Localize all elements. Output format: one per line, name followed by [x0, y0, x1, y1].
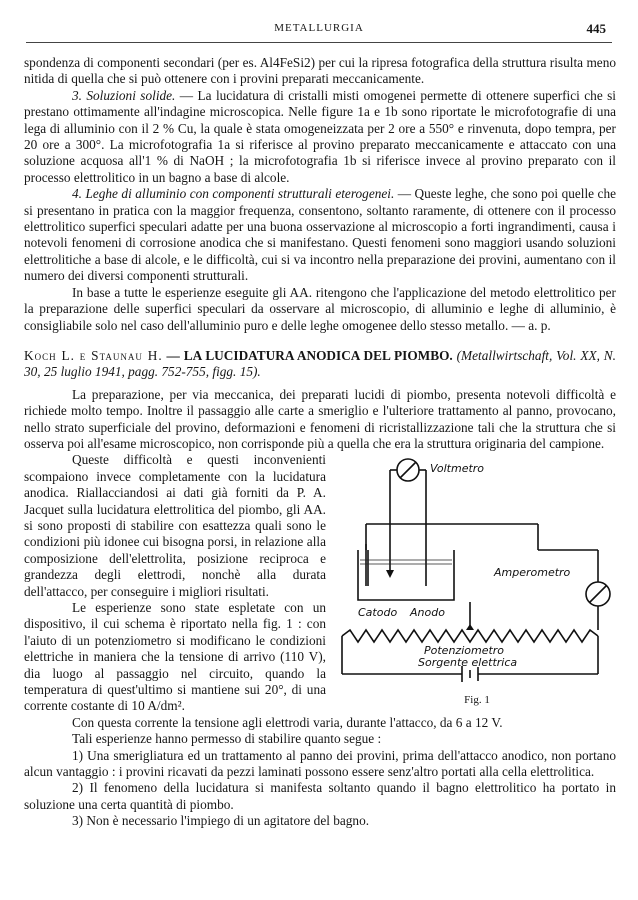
page-header: [26, 22, 612, 38]
article-paragraph-5: Tali esperienze hanno permesso di stabilire quanto segue :: [72, 731, 382, 747]
page-body: [24, 55, 616, 830]
voltmeter-label: Voltmetro: [430, 462, 485, 476]
figure-1-circuit: [338, 454, 616, 706]
list-item-2: 2) Il fenomeno della lucidatura si manifesta soltanto quando il bagno elettrolitico ha portato in soluzione una certa quantità di piombo.: [24, 780, 616, 812]
solid-solutions-text: — La lucidatura di cristalli misti omogenei permette di ottenere superfici che si prestano ottimamente all'indagine microscopica. Nelle figure 1a e 1b sono riportate le microfotografie di una lega di alluminio con il 2 % Cu, la quale è stata omogeneizzata per 2 ore a 550° e rinvenuta, dopo tempra, per 20 ore a 300°. La microfotografia 1a si riferisce al provino preparato meccanicamente e attaccato con una soluzione acquosa all'1 % di NaOH ; la microfotografia 1b si riferisce invece al provino preparato con il processo elettrolitico in un bagno a base di alcole.: [24, 87, 616, 185]
potentiometer-symbol: [342, 630, 598, 642]
article-paragraph-1: La preparazione, per via meccanica, dei preparati lucidi di piombo, presenta notevoli difficoltà e richiede molto tempo. Inoltre il passaggio alle carte a smeriglio e l'ulteriore trattamento al panno, provocano, nello strato superficiale del provino, deformazioni e fenomeni di ricristallizzazione tali che la struttura che si osserva poi all'esame microscopico, non corrisponde più a quella che era la struttura originaria del campione.: [24, 386, 616, 451]
anode-tip: [386, 570, 394, 578]
cathode-label: Catodo: [358, 606, 398, 620]
article-citation: (Metallwirtschaft, Vol. XX, N. 30, 25 luglio 1941, pagg. 752-755, figg. 15).: [24, 347, 616, 380]
article-paragraph-3: Le esperienze sono state espletate con un dispositivo, il cui schema è riportato nella fig. 1 : con l'aiuto di un potenziometro si modificano le condizioni elettriche in maniera che la tensione di arrivo (110 V), dia luogo al passaggio nel circuito, quando la temperatura di quest'ultimo si mantiene sui 20°, di una corrente costante di 10 A/dm².: [24, 600, 326, 714]
running-title: METALLURGIA: [274, 22, 364, 34]
page-number: 445: [586, 21, 606, 36]
paragraph-conclusion: In base a tutte le esperienze eseguite gli AA. ritengono che l'applicazione del metodo elettrolitico per la preparazione delle superfici speculari da osservare al microscopio, di alluminio e leghe di alluminio, è consigliabile solo nel caso dell'alluminio puro e delle leghe omogenee dello stesso metallo. — a. p.: [24, 284, 616, 333]
anode-label: Anodo: [410, 606, 445, 620]
article-paragraph-2: Queste difficoltà e questi inconvenienti scompaiono invece completamente con la lucidatura anodica. Riallacciandosi ai dati già forniti da P. A. Jacquet sulla lucidatura elettrolitica del piombo, gli AA. si sono proposti di stabilire con esattezza quali sono le condizioni più idonee cui bisogna porsi, in relazione alla composizione dell'elettrolita, posizione reciproca e grandezza degli elettrodi, nonchè alla durata dell'attacco, per conseguire i migliori risultati.: [24, 452, 326, 599]
paragraph-heterogeneous-alloys: [24, 186, 616, 284]
heterogeneous-alloys-heading: 4. Leghe di alluminio con componenti strutturali eterogenei.: [72, 186, 395, 202]
article-heading: [24, 348, 616, 381]
source-label: Sorgente elettrica: [418, 656, 518, 670]
solid-solutions-heading: 3. Soluzioni solide.: [72, 87, 176, 103]
potentiometer-wiper: [466, 624, 474, 630]
circuit-diagram: [338, 454, 616, 690]
article-title: — LA LUCIDATURA ANODICA DEL PIOMBO.: [162, 347, 453, 363]
list-item-3: 3) Non è necessario l'impiego di un agitatore del bagno.: [72, 813, 370, 829]
article-paragraph-4: Con questa corrente la tensione agli elettrodi varia, durante l'attacco, da 6 a 12 V.: [72, 714, 503, 730]
paragraph-continued: spondenza di componenti secondari (per es. Al4FeSi2) per cui la ripresa fotografica della struttura risulta meno nitida di quella che si può ottenere con i provini preparati meccanicamente.: [24, 55, 616, 87]
header-rule: [26, 42, 612, 43]
list-item-1: 1) Una smerigliatura ed un trattamento al panno dei provini, prima dell'attacco anodico, non portano alcun vantaggio : i provini ricavati da pezzi laminati possono essere senz'altro portati alla cella elettrolitica.: [24, 747, 616, 780]
paragraph-solid-solutions: [24, 88, 616, 186]
heterogeneous-alloys-text: — Queste leghe, che sono poi quelle che si presentano in pratica con la maggior frequenza, consentono, soltanto raramente, di ottenere con il processo elettrolitico superfici speculari adatte per una buona osservazione al microscopio a forti ingrandimenti, causa i notevoli fenomeni di corrosione anodica che si manifestano. Questi fenomeni sono maggiori usando soluzioni elettrolitiche a base di alcole, e le difficoltà, cui si va incontro nella preparazione dei provini, aumentano con il numero dei diversi componenti strutturali.: [24, 186, 617, 284]
article-authors: Koch L. e Staunau H.: [24, 347, 163, 363]
potentiometer-label: Potenziometro: [424, 644, 505, 658]
ammeter-label: Amperometro: [494, 566, 571, 580]
figure-caption: Fig. 1: [464, 693, 490, 706]
